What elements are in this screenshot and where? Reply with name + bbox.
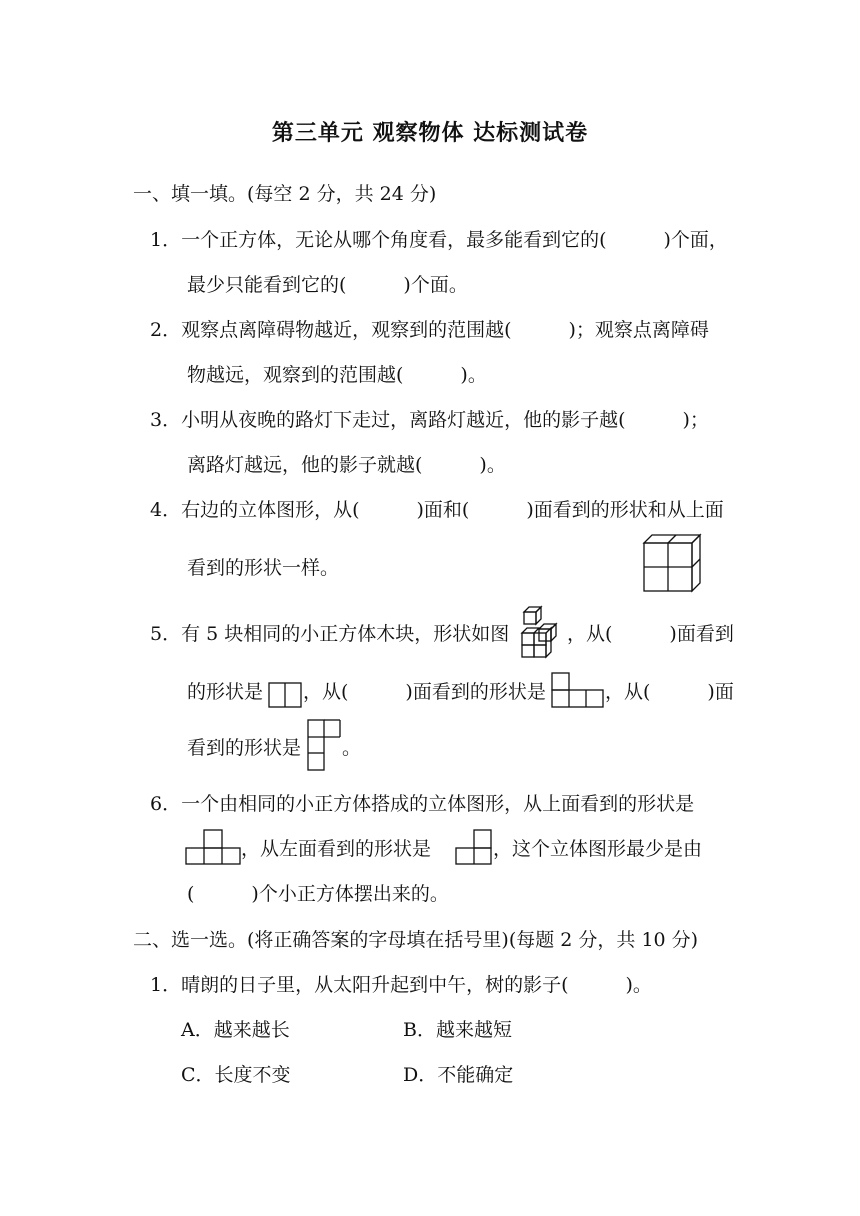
- q6-left-view-shape: [455, 828, 493, 866]
- page-title: 第三单元 观察物体 达标测试卷: [271, 121, 589, 146]
- q2-line1: 2．观察点离障碍物越近，观察到的范围越( )；观察点离障碍: [150, 319, 709, 341]
- q2-line2: 物越远，观察到的范围越( )。: [187, 364, 487, 386]
- q5-part6: 看到的形状是: [187, 737, 302, 759]
- section1-heading: 一、填一填。(每空 2 分，共 24 分): [133, 183, 437, 205]
- s2-q1-option-a: A．越来越长: [181, 1019, 290, 1041]
- q5-part5: ，从( )面: [605, 681, 734, 703]
- q5-part7: 。: [342, 737, 362, 759]
- s2-q1-option-c: C．长度不变: [181, 1064, 291, 1086]
- q5-part1: 5．有 5 块相同的小正方体木块，形状如图: [150, 623, 510, 645]
- q6-line1: 6．一个由相同的小正方体搭成的立体图形，从上面看到的形状是: [150, 793, 695, 815]
- q5-part2: ，从( )面看到: [567, 623, 734, 645]
- s2-q1-stem: 1．晴朗的日子里，从太阳升起到中午，树的影子( )。: [150, 974, 652, 996]
- q3-line1: 3．小明从夜晚的路灯下走过，离路灯越近，他的影子越( )；: [150, 409, 709, 431]
- q4-cube-stack-figure: [640, 532, 706, 598]
- q5-view-two-squares: [268, 674, 302, 708]
- q6-top-view-shape: [185, 828, 241, 866]
- q5-view-three-squares: [551, 670, 605, 708]
- q6-part3: ，这个立体图形最少是由: [493, 838, 703, 860]
- q1-line1: 1．一个正方体，无论从哪个角度看，最多能看到它的( )个面，: [150, 229, 728, 251]
- section2-heading: 二、选一选。(将正确答案的字母填在括号里)(每题 2 分，共 10 分): [133, 929, 699, 951]
- q4-line1: 4．右边的立体图形，从( )面和( )面看到的形状和从上面: [150, 499, 724, 521]
- s2-q1-option-b: B．越来越短: [403, 1019, 512, 1041]
- q6-line3: ( )个小正方体摆出来的。: [187, 883, 449, 905]
- q5-five-cube-figure: [517, 605, 569, 661]
- q4-line2: 看到的形状一样。: [187, 557, 340, 579]
- q1-line2: 最少只能看到它的( )个面。: [187, 274, 468, 296]
- q5-part4: ，从( )面看到的形状是: [303, 681, 546, 703]
- q5-part3: 的形状是: [187, 681, 264, 703]
- q6-part2: ，从左面看到的形状是: [241, 838, 432, 860]
- q3-line2: 离路灯越远，他的影子就越( )。: [187, 454, 506, 476]
- q5-view-l-shape: [306, 718, 342, 772]
- s2-q1-option-d: D．不能确定: [403, 1064, 514, 1086]
